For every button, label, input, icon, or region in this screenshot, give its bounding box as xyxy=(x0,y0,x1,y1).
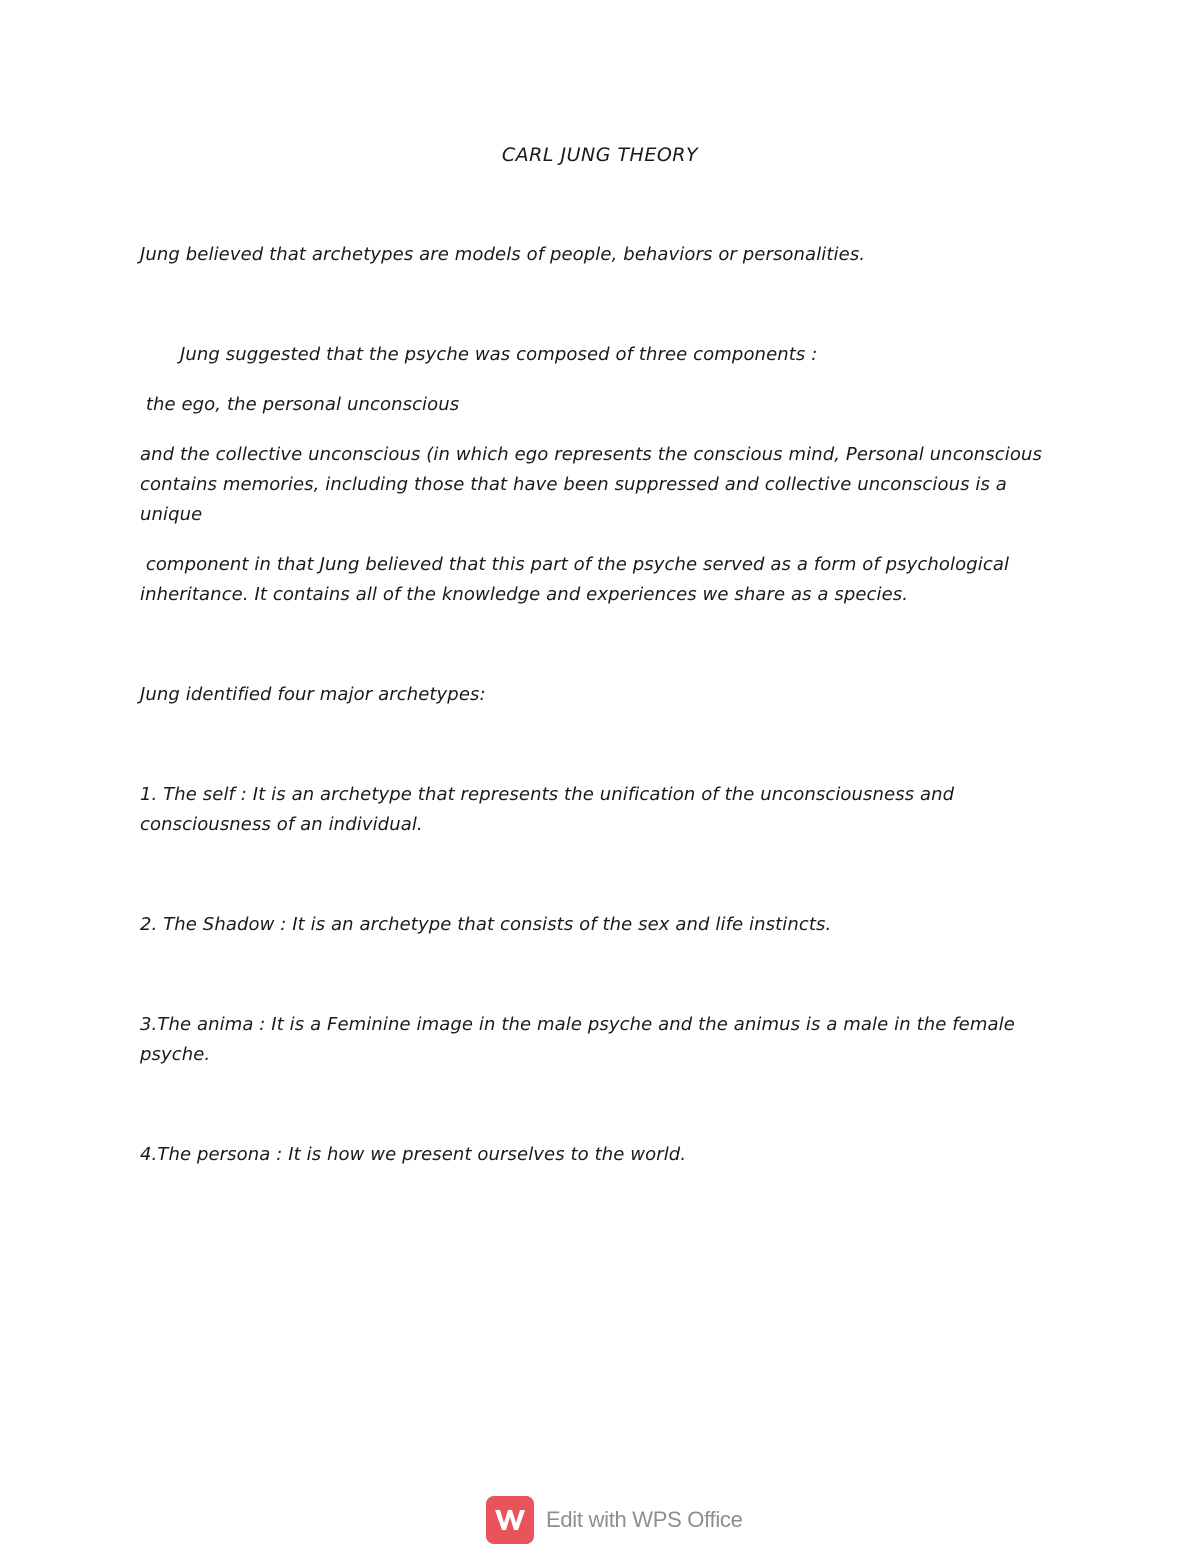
paragraph-line: component in that Jung believed that this part of the psyche served as a form of psychological xyxy=(140,554,1010,575)
list-item-line: 1. The self : It is an archetype that represents the unification of the unconsciousness and xyxy=(140,784,955,805)
wps-edit-label[interactable]: Edit with WPS Office xyxy=(546,1507,743,1532)
paragraph-line: the ego, the personal unconscious xyxy=(140,394,460,415)
list-item-line: consciousness of an individual. xyxy=(140,814,423,835)
paragraph-line: Jung believed that archetypes are models of people, behaviors or personalities. xyxy=(140,244,866,265)
list-item-line: 2. The Shadow : It is an archetype that consists of the sex and life instincts. xyxy=(140,914,832,935)
paragraph-line: contains memories, including those that have been suppressed and collective unconscious is a xyxy=(140,474,1007,495)
list-item-line: 3.The anima : It is a Feminine image in the male psyche and the animus is a male in the female xyxy=(140,1014,1015,1035)
paragraph-line: Jung suggested that the psyche was composed of three components : xyxy=(180,344,818,365)
list-item-line: psyche. xyxy=(140,1044,211,1065)
wps-w-icon xyxy=(486,1496,534,1544)
wps-edit-badge[interactable] xyxy=(486,1496,743,1544)
document-title: CARL JUNG THEORY xyxy=(501,144,699,166)
paragraph-line: and the collective unconscious (in which ego represents the conscious mind, Personal unconscious xyxy=(140,444,1042,465)
paragraph-line: unique xyxy=(140,504,203,525)
list-item-line: 4.The persona : It is how we present ourselves to the world. xyxy=(140,1144,687,1165)
paragraph-line: Jung identified four major archetypes: xyxy=(140,684,486,705)
paragraph-line: inheritance. It contains all of the knowledge and experiences we share as a species. xyxy=(140,584,909,605)
